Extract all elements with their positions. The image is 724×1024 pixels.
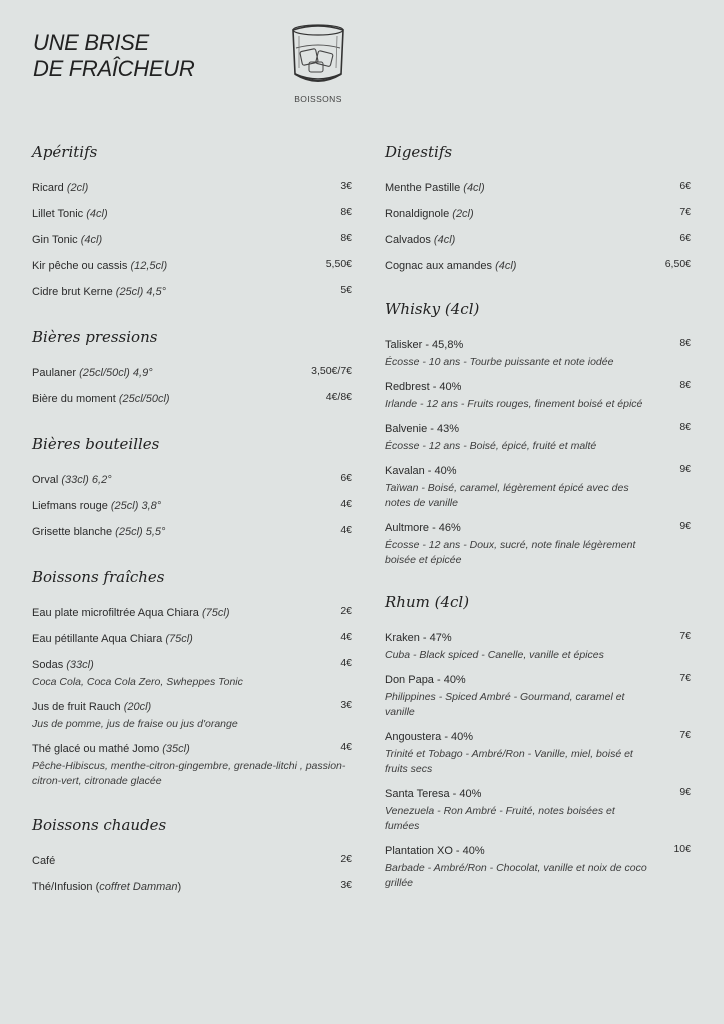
item-name <box>385 232 455 249</box>
menu-item <box>32 853 352 870</box>
item-price: 3€ <box>340 879 352 891</box>
item-description: Coca Cola, Coca Cola Zero, Swheppes Tonic <box>32 676 243 688</box>
menu-section <box>32 432 352 541</box>
item-line <box>32 206 352 223</box>
item-line <box>32 524 352 541</box>
item-line <box>385 729 691 746</box>
item-label: Santa Teresa - 40% <box>385 788 482 800</box>
item-price: 9€ <box>679 463 691 475</box>
item-label: Ronaldignole <box>385 208 450 220</box>
item-name <box>32 391 170 408</box>
item-description: Taïwan - Boisé, caramel, légèrement épicé avec des notes de vanille <box>385 482 629 509</box>
item-price: 5,50€ <box>325 258 352 270</box>
item-volume: (75cl) <box>165 633 193 645</box>
item-label: Cidre brut Kerne <box>32 286 113 298</box>
section-title: Whisky (4cl) <box>385 300 480 318</box>
menu-item <box>385 421 691 454</box>
menu-item <box>32 699 352 732</box>
section-title: Rhum (4cl) <box>385 593 470 611</box>
item-line <box>385 843 691 860</box>
item-volume: (4cl) <box>463 182 485 194</box>
item-volume: (25cl/50cl) <box>118 393 170 405</box>
item-price: 3,50€/7€ <box>311 365 352 377</box>
right-column <box>385 140 691 900</box>
item-name <box>385 421 459 438</box>
menu-item <box>32 631 352 648</box>
item-volume: (25cl) 4,5° <box>115 286 167 298</box>
logo <box>282 22 354 104</box>
item-price: 4€ <box>340 657 352 669</box>
item-price: 4€ <box>340 524 352 536</box>
item-price: 8€ <box>679 379 691 391</box>
item-line <box>385 232 691 249</box>
item-line <box>32 631 352 648</box>
item-name <box>32 631 193 648</box>
item-line <box>385 206 691 223</box>
item-name <box>385 786 481 803</box>
menu-item <box>385 232 691 249</box>
item-label: Plantation XO - 40% <box>385 845 485 857</box>
item-name <box>32 605 230 622</box>
item-line <box>385 379 691 396</box>
item-price: 2€ <box>340 605 352 617</box>
item-line <box>385 672 691 689</box>
item-line <box>385 630 691 647</box>
item-volume: (75cl) <box>202 607 230 619</box>
item-volume: (12,5cl) <box>130 260 168 272</box>
menu-section <box>32 813 352 896</box>
menu-item <box>32 284 352 301</box>
item-description: Trinité et Tobago - Ambré/Ron - Vanille, miel, boisé et fruits secs <box>385 748 633 775</box>
menu-item <box>385 843 691 891</box>
item-name <box>32 524 165 541</box>
item-name <box>385 520 461 537</box>
item-volume: (33cl) 6,2° <box>61 474 112 486</box>
item-price: 8€ <box>679 421 691 433</box>
item-name <box>32 365 153 382</box>
menu-section <box>385 140 691 275</box>
menu-section <box>32 325 352 408</box>
menu-item <box>385 258 691 275</box>
item-line <box>32 180 352 197</box>
item-price: 5€ <box>340 284 352 296</box>
item-name <box>32 699 151 716</box>
item-line <box>385 258 691 275</box>
item-price: 6€ <box>340 472 352 484</box>
item-volume: (4cl) <box>433 234 456 246</box>
item-line <box>32 657 352 674</box>
item-price: 7€ <box>679 672 691 684</box>
glass-icon <box>287 22 349 88</box>
item-volume: (20cl) <box>123 701 152 713</box>
item-description: Pêche-Hibiscus, menthe-citron-gingembre, grenade-litchi , passion-citron-vert, citronade glacée <box>32 760 346 787</box>
item-label: Calvados <box>385 234 431 246</box>
item-name <box>385 180 485 197</box>
item-line <box>385 421 691 438</box>
section-title: Bières bouteilles <box>32 435 160 453</box>
menu-item <box>32 498 352 515</box>
item-label: Cognac aux amandes <box>385 260 493 272</box>
item-name <box>385 463 457 480</box>
item-price: 8€ <box>679 337 691 349</box>
item-name <box>385 630 452 647</box>
item-description: Irlande - 12 ans - Fruits rouges, finement boisé et épicé <box>385 398 643 410</box>
item-price: 9€ <box>679 786 691 798</box>
item-price: 6€ <box>679 232 691 244</box>
item-suffix: ) <box>177 881 182 893</box>
menu-item <box>32 365 352 382</box>
item-volume: coffret Damman <box>99 881 178 893</box>
item-line <box>32 391 352 408</box>
item-price: 10€ <box>673 843 691 855</box>
item-line <box>385 520 691 537</box>
section-title: Boissons fraîches <box>32 568 165 586</box>
item-name <box>385 729 473 746</box>
item-price: 2€ <box>340 853 352 865</box>
item-label: Kraken - 47% <box>385 632 452 644</box>
menu-item <box>385 206 691 223</box>
item-name <box>32 741 190 758</box>
item-label: Orval <box>32 474 59 486</box>
item-label: Kavalan - 40% <box>385 465 457 477</box>
item-label: Balvenie - 43% <box>385 423 459 435</box>
menu-section <box>385 590 691 891</box>
item-name <box>32 657 94 674</box>
item-label: Bière du moment <box>32 393 116 405</box>
item-label: Grisette blanche <box>32 526 113 538</box>
menu-section <box>32 140 352 301</box>
menu-item <box>385 379 691 412</box>
item-volume: (4cl) <box>495 260 517 272</box>
item-name <box>32 853 55 870</box>
menu-item <box>32 741 352 789</box>
item-name <box>385 206 474 223</box>
item-label: Talisker - 45,8% <box>385 339 464 351</box>
item-volume: (25cl) 5,5° <box>115 526 166 538</box>
item-label: Paulaner <box>32 367 77 379</box>
menu-item <box>385 630 691 663</box>
menu-item <box>32 472 352 489</box>
item-name <box>32 258 167 275</box>
menu-section <box>32 565 352 789</box>
item-price: 3€ <box>340 180 352 192</box>
section-title: Apéritifs <box>32 143 98 161</box>
menu-item <box>32 206 352 223</box>
item-name <box>32 879 181 896</box>
menu-item <box>32 657 352 690</box>
item-label: Jus de fruit Rauch <box>32 701 121 713</box>
menu-item <box>385 337 691 370</box>
item-volume: (25cl/50cl) 4,9° <box>79 367 153 379</box>
menu-item <box>385 180 691 197</box>
item-label: Angoustera - 40% <box>385 731 474 743</box>
item-label: Thé/Infusion ( <box>32 881 100 893</box>
item-line <box>32 741 352 758</box>
menu-item <box>32 605 352 622</box>
item-price: 6,50€ <box>664 258 691 270</box>
item-label: Lillet Tonic <box>32 208 84 220</box>
menu-item <box>385 463 691 511</box>
item-line <box>385 337 691 354</box>
item-label: Café <box>32 855 56 867</box>
item-line <box>32 699 352 716</box>
item-label: Menthe Pastille <box>385 182 461 194</box>
item-line <box>32 232 352 249</box>
item-price: 9€ <box>679 520 691 532</box>
item-description: Philippines - Spiced Ambré - Gourmand, caramel et vanille <box>385 691 625 718</box>
item-name <box>32 180 88 197</box>
menu-item <box>32 232 352 249</box>
item-label: Redbrest - 40% <box>385 381 462 393</box>
item-volume: (2cl) <box>66 182 89 194</box>
left-column <box>32 140 352 905</box>
item-price: 4€ <box>340 741 352 753</box>
menu-item <box>385 520 691 568</box>
menu-item <box>385 672 691 720</box>
item-line <box>32 284 352 301</box>
item-price: 7€ <box>679 729 691 741</box>
item-line <box>32 853 352 870</box>
item-line <box>385 180 691 197</box>
item-description: Écosse - 10 ans - Tourbe puissante et note iodée <box>385 356 614 368</box>
menu-item <box>385 729 691 777</box>
item-label: Liefmans rouge <box>32 500 108 512</box>
brand-line-1: UNE BRISE <box>33 30 149 55</box>
item-label: Gin Tonic <box>32 234 78 246</box>
item-volume: (2cl) <box>452 208 474 220</box>
menu-item <box>32 391 352 408</box>
item-name <box>32 498 161 515</box>
item-volume: (33cl) <box>66 659 94 671</box>
item-price: 6€ <box>679 180 691 192</box>
item-name <box>32 206 108 223</box>
item-label: Kir pêche ou cassis <box>32 260 128 272</box>
section-title: Bières pressions <box>32 328 158 346</box>
item-description: Écosse - 12 ans - Boisé, épicé, fruité et malté <box>385 440 597 452</box>
item-label: Sodas <box>32 659 64 671</box>
item-line <box>32 605 352 622</box>
item-name <box>32 232 102 249</box>
item-label: Eau pétillante Aqua Chiara <box>32 633 163 645</box>
menu-item <box>385 786 691 834</box>
item-description: Cuba - Black spiced - Canelle, vanille et épices <box>385 649 604 661</box>
item-name <box>385 258 516 275</box>
item-line <box>32 879 352 896</box>
item-label: Thé glacé ou mathé Jomo <box>32 743 160 755</box>
menu-section <box>385 297 691 568</box>
item-price: 7€ <box>679 630 691 642</box>
item-description: Écosse - 12 ans - Doux, sucré, note finale légèrement boisée et épicée <box>385 539 636 566</box>
brand-line-2: DE FRAÎCHEUR <box>33 56 195 81</box>
logo-caption: BOISSONS <box>294 94 342 104</box>
menu-item <box>32 180 352 197</box>
item-description: Barbade - Ambré/Ron - Chocolat, vanille et noix de coco grillée <box>385 862 647 889</box>
item-description: Jus de pomme, jus de fraise ou jus d'orange <box>32 718 238 730</box>
item-price: 7€ <box>679 206 691 218</box>
item-price: 8€ <box>340 232 352 244</box>
item-name <box>32 284 166 301</box>
item-name <box>385 379 461 396</box>
item-label: Eau plate microfiltrée Aqua Chiara <box>32 607 199 619</box>
section-title: Digestifs <box>385 143 453 161</box>
item-volume: (4cl) <box>86 208 108 220</box>
menu-item <box>32 258 352 275</box>
item-description: Venezuela - Ron Ambré - Fruité, notes boisées et fumées <box>385 805 615 832</box>
menu-item <box>32 524 352 541</box>
item-volume: (4cl) <box>80 234 103 246</box>
item-line <box>32 472 352 489</box>
item-volume: (25cl) 3,8° <box>110 500 162 512</box>
item-price: 4€ <box>340 631 352 643</box>
item-line <box>385 786 691 803</box>
item-price: 4€/8€ <box>325 391 352 403</box>
item-name <box>385 672 466 689</box>
brand-title <box>33 30 194 82</box>
item-line <box>32 365 352 382</box>
menu-item <box>32 879 352 896</box>
item-name <box>385 843 485 860</box>
item-label: Ricard <box>32 182 64 194</box>
item-label: Aultmore - 46% <box>385 522 461 534</box>
item-name <box>385 337 463 354</box>
item-price: 8€ <box>340 206 352 218</box>
section-title: Boissons chaudes <box>32 816 167 834</box>
item-line <box>32 498 352 515</box>
item-label: Don Papa - 40% <box>385 674 466 686</box>
item-price: 3€ <box>340 699 352 711</box>
item-line <box>385 463 691 480</box>
item-name <box>32 472 112 489</box>
item-price: 4€ <box>340 498 352 510</box>
item-volume: (35cl) <box>162 743 190 755</box>
item-line <box>32 258 352 275</box>
